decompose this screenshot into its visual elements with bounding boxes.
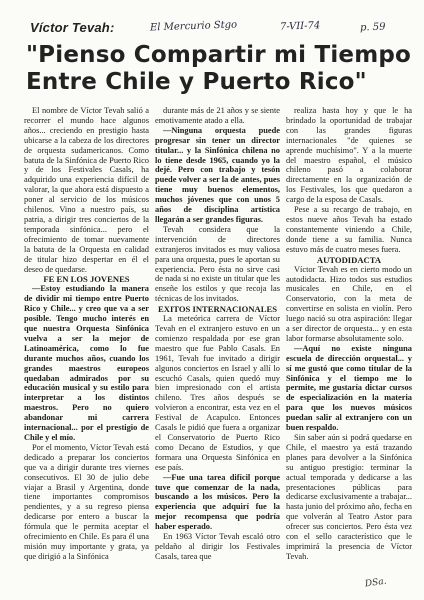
paragraph: —Aquí no existe ninguna escuela de dirección orquestal... y sí me gustó que como titular de la Sinfónica y el tiempo me lo permite, me gustaría dictar cursos de especialización en la materia para que los nuevos músicos puedan salir al extranjero con un buen respaldo. [286, 343, 412, 433]
paragraph: —Estoy estudiando la manera de dividir mi tiempo entre Puerto Rico y Chile... y creo que va a ser posible. Tengo mucho interés en que nuestra Orquesta Sinfónica vuelva a ser la mejor de Latinoamérica, como lo fue durante muchos años, cuando los grandes maestros europeos quedaban admirados por su educación musical y su estilo para interpretar a los distintos maestros. Pero no quiero abandonar mi carrera internacional... por el prestigio de Chile y el mío. [24, 284, 149, 442]
paragraph: En 1963 Víctor Tevah escaló otro peldaño al dirigir los Festivales Casals, tarea que [155, 532, 280, 561]
byline: Víctor Tevah: [30, 20, 115, 35]
article-column-2 [155, 106, 280, 562]
paragraph: realiza hasta hoy y que le ha brindado la oportunidad de trabajar con las grandes figuras internacionales "de quienes se aprende muchísimo". Y a la muerte del maestro español, el músico chileno pasó a colaborar directamente en la organización de los Festivales, los que quedaron a cargo de la esposa de Casals. [286, 106, 412, 205]
headline: "Pienso Compartir mi Tiempo Entre Chile y Puerto Rico" [26, 42, 412, 95]
paragraph: Sin saber aún si podrá quedarse en Chile, el maestro ya está trazando planes para devolver a la Sinfónica su antiguo prestigio: terminar la actual temporada y dedicarse a las presentaciones públicas para dedicarse exclusivamente a trabajar... hasta junio del próximo año, fecha en que volverán al Teatro Astor para ofrecer sus conciertos. Pero ésta vez con el sello característico que le imprimirá la presencia de Víctor Tevah. [286, 433, 412, 561]
paragraph: La meteórica carrera de Víctor Tevah en el extranjero estuvo en un comienzo respaldada por ese gran maestro que fue Pablo Casals. En 1961, Tevah fue invitado a dirigir algunos conciertos en Israel y allí lo escuchó Casals, quien quedó muy bien impresionado con el artista chileno. Tres años después se volvieron a encontrar, esta vez en el Festival de Acapulco. Entonces Casals le pidió que fuera a organizar el Conservatorio de Puerto Rico como Decano de Estudios, y que formara una Orquesta Sinfónica en ese país. [155, 314, 280, 472]
handwritten-source-note: El Mercurio Stgo [149, 19, 238, 34]
article-column-1 [24, 106, 149, 562]
clipping-header [30, 20, 410, 40]
paragraph: —Ninguna orquesta puede progresar sin tener un director titular... y la Sinfónica chilena no lo tiene desde 1965, cuando yo la dejé. Pero con trabajo y tesón puede volver a ser la de antes, pues tiene muy buenos elementos, muchos jóvenes que con unos 5 años de disciplina artística llegarán a ser grandes figuras. [155, 125, 280, 224]
paragraph: Víctor Tevah es en cierto modo un autodidacta. Hizo todos sus estudios musicales en Chile, en el Conservatorio, con la meta de convertirse en solista en violín. Pero luego nació su otra aspiración: llegar a ser director de orquesta... y en esta labor formarse absolutamente solo. [286, 264, 412, 343]
paragraph: Tevah considera que la intervención de directores extranjeros invitados es muy valiosa para una orquesta, pues le aportan su experiencia. Pero ésta no sirve casi de nada si no existe un titular que les enseñe los estilos y que recoja las técnicas de los invitados. [155, 224, 280, 304]
paragraph: durante más de 21 años y se siente emotivamente atado a ella. [155, 106, 280, 125]
paragraph: Por el momento, Víctor Tevah está dedicado a preparar los conciertos que va a dirigir durante tres viernes consecutivos. El 30 de julio debe viajar a Brasil y Argentina, donde tiene importantes compromisos pendientes, y a su regreso piensa dedicarse por entero a buscar la fórmula que le permita aceptar el ofrecimiento en Chile. Es para él una misión muy importante y grata, ya que dirigió a la Sinfónica [24, 442, 149, 561]
handwritten-initials: DSa. [364, 576, 388, 590]
paragraph: El nombre de Víctor Tevah salió a recorrer el mundo hace algunos años... creciendo en prestigio hasta ubicarse a la cabeza de los directores de orquesta sudamericanos. Como batuta de la Sinfónica de Puerto Rico y de los Festivales Casals, ha adquirido una experiencia difícil de valorar, la que ahora está dispuesto a poner al servicio de los músicos chilenos. Vino a nuestro país, su patria, a dirigir tres conciertos de la temporada sinfónica... pero el ofrecimiento de tomar nuevamente la batuta de la Orquesta en calidad de titular hizo despertar en él el deseo de quedarse. [24, 106, 149, 274]
handwritten-page-note: p. 59 [359, 21, 386, 34]
subheading: FE EN LOS JOVENES [43, 274, 130, 285]
paragraph: Pese a su recargo de trabajo, en estos nueve años Tevah ha estado constantemente viniendo a Chile, donde tiene a su familia. Nunca estuvo más de cuatro meses fuera. [286, 205, 412, 254]
paragraph: —Fue una tarea difícil porque tuve que comenzar de la nada, buscando a los músicos. Pero la experiencia que adquirí fue la mejor recompensa que podría haber esperado. [155, 472, 280, 532]
handwritten-date-note: 7-VII-74 [279, 20, 321, 33]
subheading: EXITOS INTERNACIONALES [158, 304, 277, 315]
subheading: AUTODIDACTA [316, 254, 382, 265]
article-column-3 [286, 106, 412, 562]
